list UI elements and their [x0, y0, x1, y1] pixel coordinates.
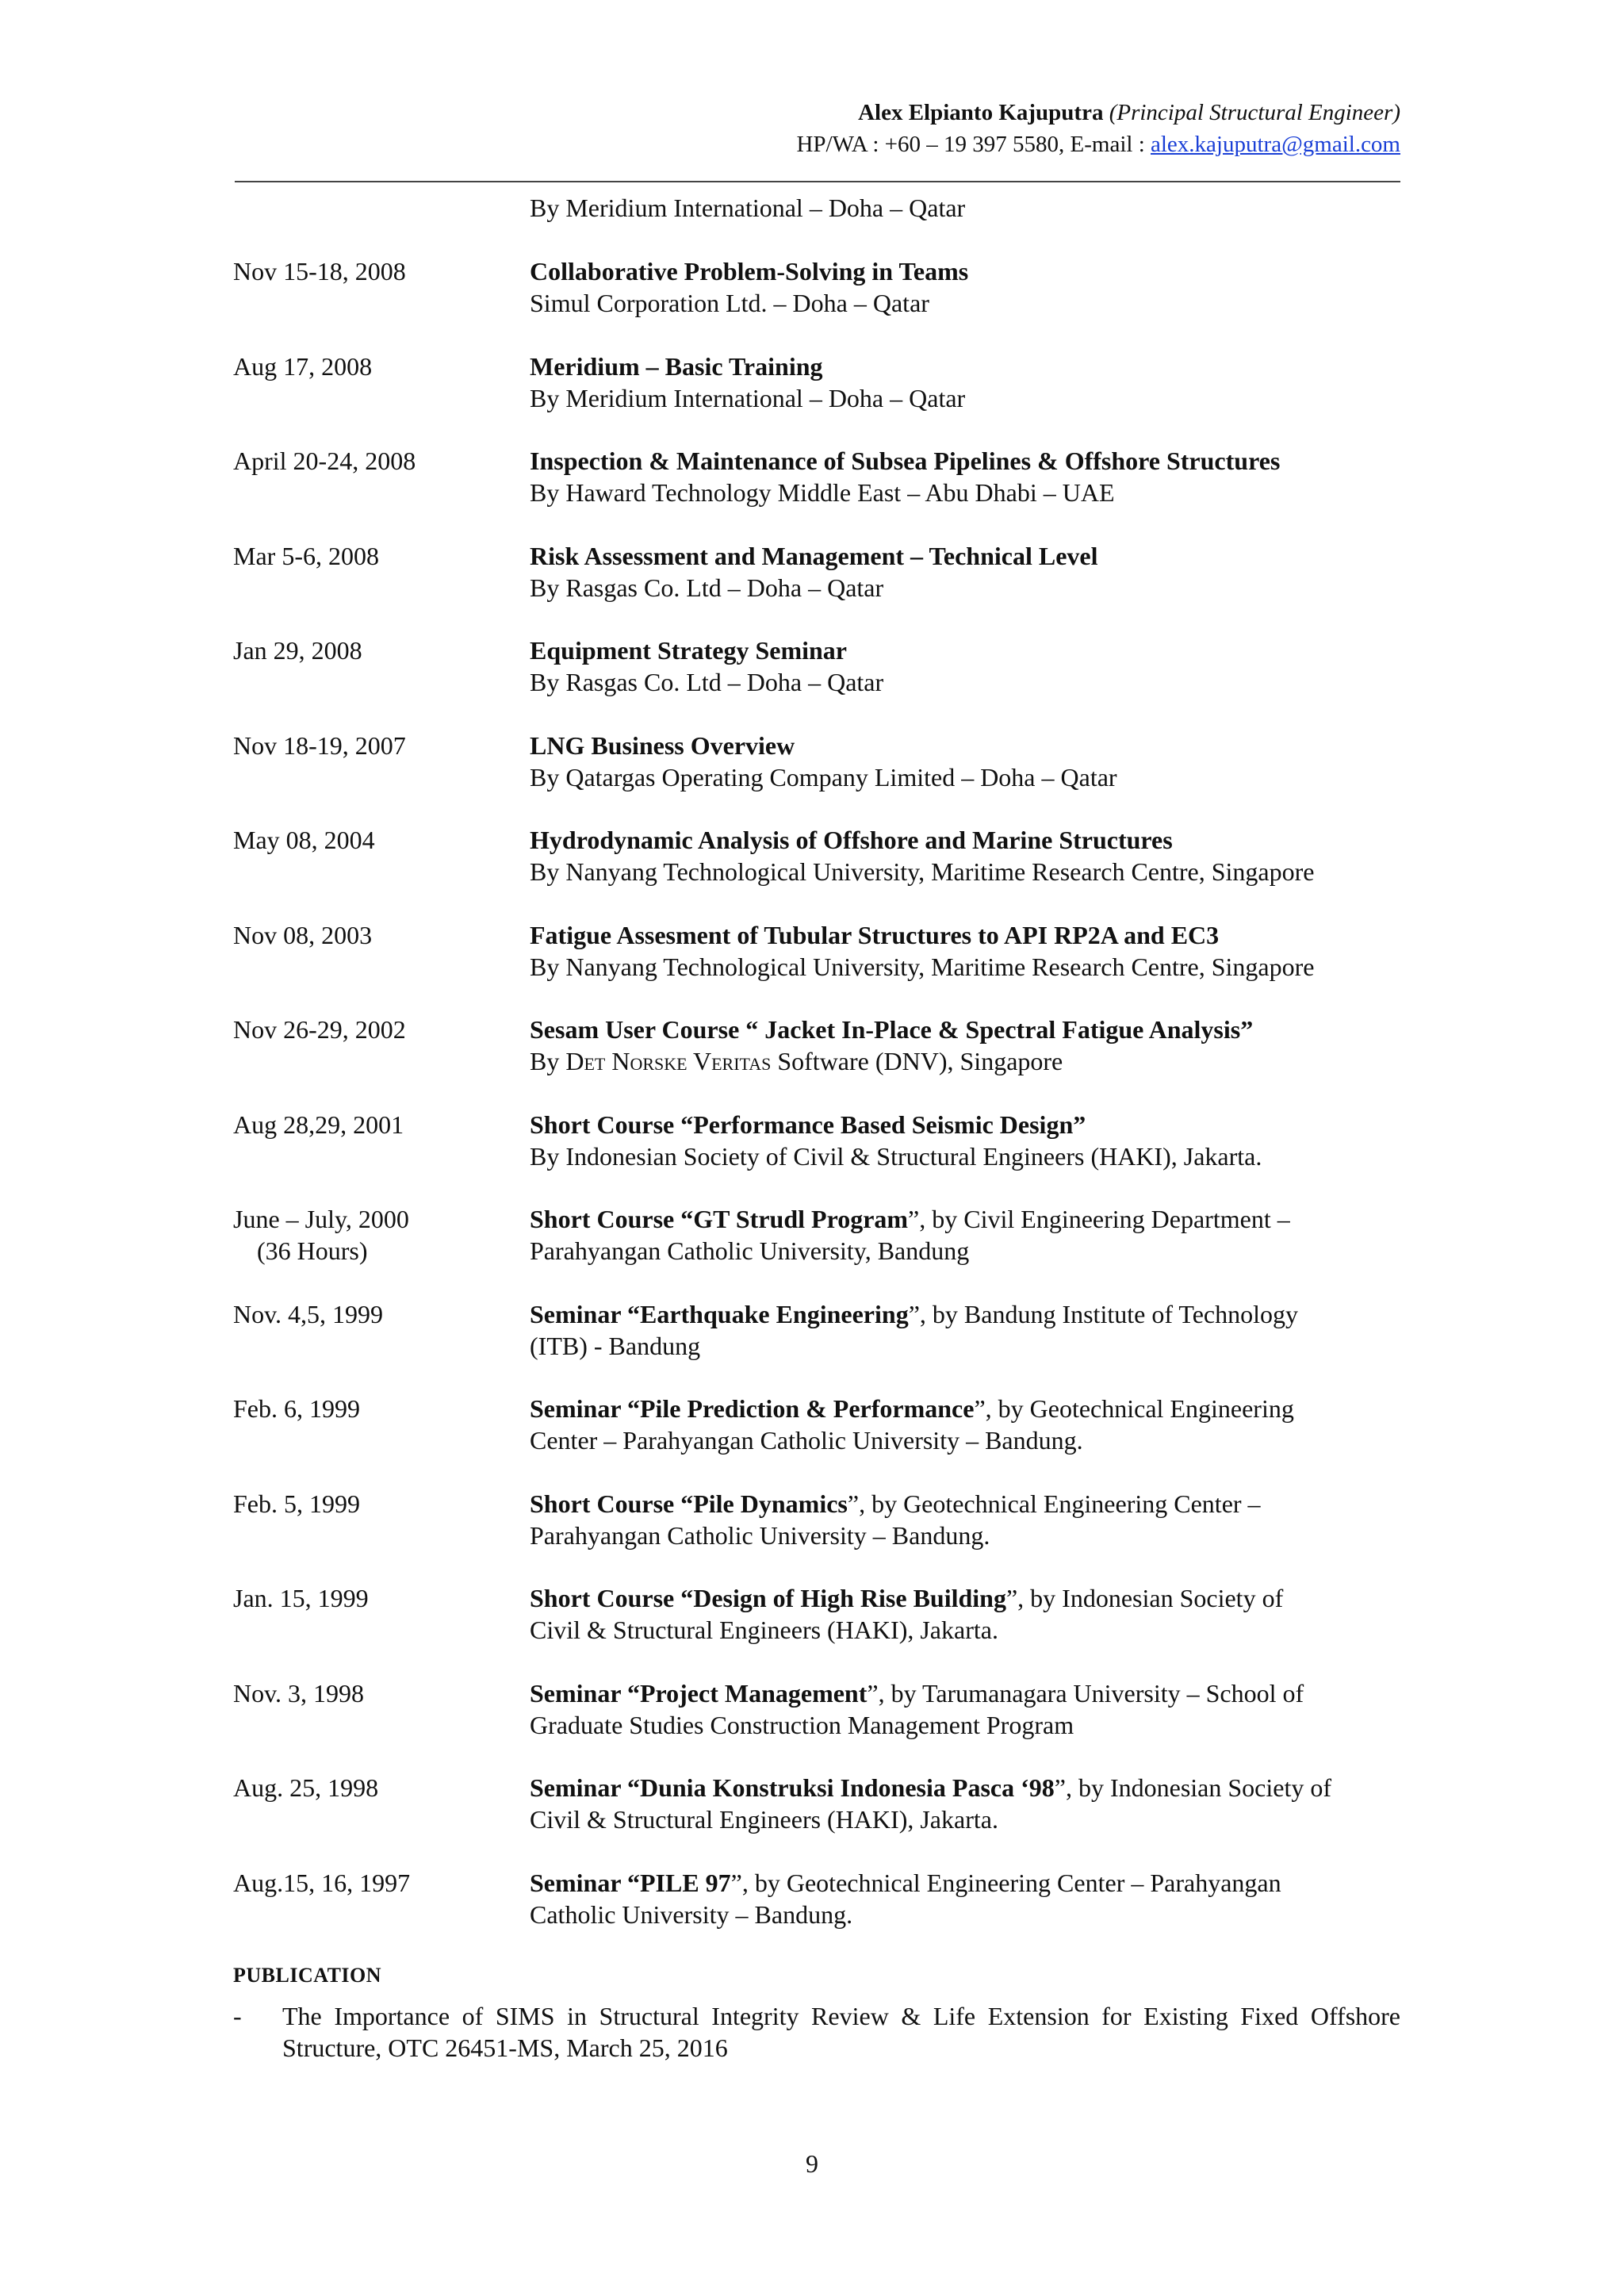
entry-title-line [530, 634, 1410, 666]
entry-provider: By Rasgas Co. Ltd – Doha – Qatar [530, 668, 884, 696]
header-name-line [211, 97, 1400, 128]
entry-title-rest: ”, by Geotechnical Engineering [974, 1394, 1294, 1423]
entry-title: Short Course “Design of High Rise Building [530, 1584, 1006, 1612]
entry-date [233, 1298, 519, 1330]
entry-title-line [530, 255, 1410, 287]
entry-title: Fatigue Assesment of Tubular Structures to API RP2A and EC3 [530, 920, 1220, 949]
entry-date-main: Nov. 3, 1998 [233, 1678, 365, 1708]
publication-heading: PUBLICATION [233, 1964, 382, 1987]
entry-date [233, 1488, 519, 1520]
entry-body [530, 1677, 1410, 1741]
entry-title: LNG Business Overview [530, 730, 795, 760]
entry-date [233, 1393, 519, 1424]
entry-title-line [530, 1677, 1410, 1709]
entry-title: Short Course “Pile Dynamics [530, 1489, 848, 1518]
entry-body [530, 730, 1410, 793]
entry-body [530, 351, 1410, 414]
entry-provider: By Det Norske Veritas Software (DNV), Singapore [530, 1047, 1063, 1075]
entry-body [530, 540, 1410, 604]
entry-date-main: Feb. 5, 1999 [233, 1489, 360, 1518]
entry-body [530, 255, 1410, 319]
entry-title-rest: ”, by Tarumanagara University – School of [867, 1678, 1304, 1708]
entry-title-line [530, 1298, 1410, 1330]
entry-date-main: Jan 29, 2008 [233, 636, 362, 665]
entry-date-main: Nov. 4,5, 1999 [233, 1299, 384, 1328]
entry-body [530, 445, 1410, 508]
entry-date-main: Nov 26-29, 2002 [233, 1015, 406, 1044]
entry-title: Meridium – Basic Training [530, 351, 823, 381]
entry-title-rest: ”, by Bandung Institute of Technology [908, 1299, 1298, 1328]
entry-title-line [530, 1772, 1410, 1803]
entry-title-line [530, 1393, 1410, 1424]
publication-item [233, 2000, 1400, 2064]
entry-title-rest: ”, by Civil Engineering Department – [908, 1205, 1290, 1233]
entry-date [233, 730, 519, 761]
entry-provider: Civil & Structural Engineers (HAKI), Jakarta. [530, 1805, 998, 1834]
entry-title-line [530, 1488, 1410, 1520]
entry-title-line [530, 919, 1410, 951]
entry-title-line [530, 540, 1410, 572]
training-entry [0, 730, 1624, 825]
entry-body [530, 824, 1410, 887]
entry-body [530, 1772, 1410, 1835]
entry-title-rest: ”, by Geotechnical Engineering Center – [847, 1489, 1261, 1518]
entry-provider: By Indonesian Society of Civil & Structural Engineers (HAKI), Jakarta. [530, 1141, 1262, 1171]
page-header [211, 97, 1400, 160]
entry-body [530, 1109, 1410, 1172]
entry-title-rest: ”, by Indonesian Society of [1054, 1773, 1331, 1802]
entry-title: Seminar “Project Management [530, 1678, 868, 1708]
entry-title: Collaborative Problem-Solving in Teams [530, 257, 969, 286]
entry-date [233, 1109, 519, 1140]
training-entry [0, 1772, 1624, 1867]
entry-title-line [530, 1867, 1410, 1899]
training-list [0, 255, 1624, 1961]
entry-title-line [530, 351, 1410, 382]
training-entry [0, 634, 1624, 730]
entry-date-main: Nov 15-18, 2008 [233, 257, 406, 286]
training-entry [0, 1488, 1624, 1583]
entry-provider: Catholic University – Bandung. [530, 1899, 853, 1929]
entry-date-main: Aug.15, 16, 1997 [233, 1868, 411, 1897]
entry-title-line [530, 1203, 1410, 1235]
entry-date [233, 634, 519, 666]
entry-title-line [530, 1014, 1410, 1045]
entry-provider: Parahyangan Catholic University – Bandung. [530, 1520, 990, 1550]
training-entry [0, 1203, 1624, 1298]
training-entry [0, 1393, 1624, 1488]
entry-body [530, 1298, 1410, 1362]
entry-body [530, 634, 1410, 698]
entry-provider: Center – Parahyangan Catholic University – Bandung. [530, 1426, 1083, 1455]
entry-title-line [530, 1109, 1410, 1140]
entry-title: Inspection & Maintenance of Subsea Pipelines & Offshore Structures [530, 447, 1281, 475]
author-title: (Principal Structural Engineer) [1109, 100, 1400, 125]
entry-body [530, 1488, 1410, 1551]
entry-provider: By Nanyang Technological University, Maritime Research Centre, Singapore [530, 857, 1315, 886]
contact-info: HP/WA : +60 – 19 397 5580, E-mail : [796, 132, 1151, 157]
entry-date-main: Aug 28,29, 2001 [233, 1110, 404, 1139]
training-entry [0, 1677, 1624, 1773]
entry-date [233, 1582, 519, 1614]
entry-title: Seminar “PILE 97 [530, 1868, 731, 1897]
entry-date [233, 1014, 519, 1045]
entry-date [233, 1867, 519, 1899]
entry-title: Short Course “GT Strudl Program [530, 1205, 909, 1233]
entry-body [530, 1014, 1410, 1077]
entry-date-main: Feb. 6, 1999 [233, 1394, 360, 1423]
entry-provider: By Rasgas Co. Ltd – Doha – Qatar [530, 573, 884, 602]
entry-provider: By Haward Technology Middle East – Abu Dhabi – UAE [530, 478, 1115, 507]
entry-body [530, 919, 1410, 983]
entry-date [233, 255, 519, 287]
entry-provider: By Nanyang Technological University, Maritime Research Centre, Singapore [530, 952, 1315, 981]
entry-date-main: June – July, 2000 [233, 1205, 409, 1233]
entry-date [233, 919, 519, 951]
entry-date-main: April 20-24, 2008 [233, 447, 416, 475]
entry-date-main: Aug 17, 2008 [233, 351, 373, 381]
entry-title: Short Course “Performance Based Seismic Design” [530, 1110, 1086, 1139]
entry-date [233, 351, 519, 382]
entry-provider: By Meridium International – Doha – Qatar [530, 383, 966, 412]
training-entry [0, 1298, 1624, 1393]
publication-text: The Importance of SIMS in Structural Integrity Review & Life Extension for Existing Fixed Offshore Structure, OTC 26451-MS, March 25, 2016 [282, 2002, 1400, 2062]
training-entry [0, 1109, 1624, 1204]
entry-date [233, 1203, 519, 1267]
training-entry [0, 351, 1624, 446]
training-entry [0, 540, 1624, 635]
training-entry [0, 1014, 1624, 1109]
entry-date [233, 540, 519, 572]
entry-provider: Graduate Studies Construction Management Program [530, 1710, 1074, 1739]
entry-title: Sesam User Course “ Jacket In-Place & Spectral Fatigue Analysis” [530, 1015, 1254, 1044]
entry-title-line [530, 445, 1410, 477]
entry-body [530, 1203, 1410, 1267]
training-entry [0, 1867, 1624, 1962]
header-divider [235, 181, 1400, 182]
entry-title-line [530, 730, 1410, 761]
list-dash: - [233, 2002, 242, 2030]
email-link[interactable]: alex.kajuputra@gmail.com [1151, 132, 1400, 157]
entry-date [233, 1772, 519, 1803]
entry-title-rest: ”, by Indonesian Society of [1005, 1584, 1284, 1612]
continued-entry-line: By Meridium International – Doha – Qatar [530, 194, 966, 222]
header-contact-line [211, 128, 1400, 160]
entry-provider: By Qatargas Operating Company Limited – Doha – Qatar [530, 762, 1117, 792]
training-entry [0, 919, 1624, 1014]
entry-title: Risk Assessment and Management – Technical Level [530, 541, 1098, 570]
entry-title: Seminar “Pile Prediction & Performance [530, 1394, 975, 1423]
entry-date [233, 445, 519, 477]
page-number: 9 [806, 2149, 818, 2178]
entry-date-note: (36 Hours) [257, 1236, 368, 1265]
entry-provider: (ITB) - Bandung [530, 1331, 701, 1360]
training-entry [0, 445, 1624, 540]
entry-title: Seminar “Earthquake Engineering [530, 1299, 909, 1328]
entry-date-main: Nov 18-19, 2007 [233, 730, 406, 760]
entry-date-main: Jan. 15, 1999 [233, 1584, 369, 1612]
entry-provider: Civil & Structural Engineers (HAKI), Jakarta. [530, 1616, 998, 1644]
author-name: Alex Elpianto Kajuputra [858, 100, 1104, 125]
training-entry [0, 1582, 1624, 1677]
entry-title-line [530, 1582, 1410, 1614]
training-entry [0, 255, 1624, 351]
entry-title-line [530, 824, 1410, 856]
entry-date-main: Mar 5-6, 2008 [233, 541, 379, 570]
entry-title: Hydrodynamic Analysis of Offshore and Marine Structures [530, 826, 1173, 854]
entry-date-main: Nov 08, 2003 [233, 920, 373, 949]
entry-title: Equipment Strategy Seminar [530, 636, 847, 665]
entry-title-rest: ”, by Geotechnical Engineering Center – Parahyangan [730, 1868, 1281, 1897]
entry-provider: Simul Corporation Ltd. – Doha – Qatar [530, 289, 929, 317]
entry-provider: Parahyangan Catholic University, Bandung [530, 1236, 970, 1265]
entry-body [530, 1582, 1410, 1646]
entry-body [530, 1393, 1410, 1456]
entry-date [233, 824, 519, 856]
training-entry [0, 824, 1624, 919]
entry-date-main: Aug. 25, 1998 [233, 1773, 379, 1802]
entry-date [233, 1677, 519, 1709]
entry-body [530, 1867, 1410, 1930]
entry-title: Seminar “Dunia Konstruksi Indonesia Pasca ‘98 [530, 1773, 1055, 1802]
entry-date-main: May 08, 2004 [233, 826, 375, 854]
